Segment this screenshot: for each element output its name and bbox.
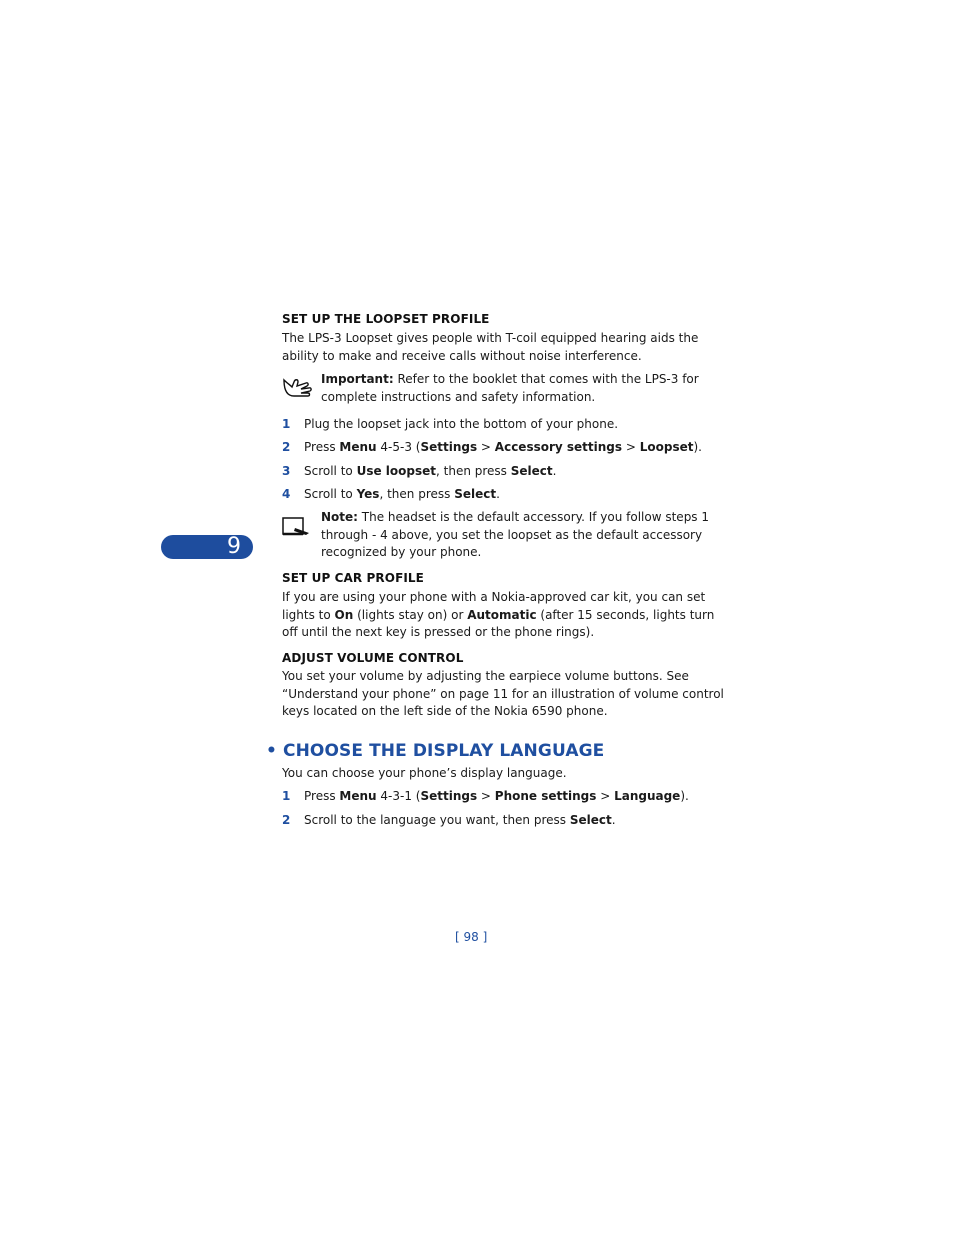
step-number: 2 <box>282 440 291 454</box>
step-text: Press <box>304 440 340 454</box>
step-text: ). <box>680 789 689 803</box>
step-menu-term: Yes <box>356 487 380 501</box>
car-term: On <box>334 607 354 622</box>
car-text: (lights stay on) or <box>353 607 468 622</box>
car-heading: SET UP CAR PROFILE <box>282 571 424 585</box>
note-pad-icon <box>282 516 312 538</box>
list-item <box>282 812 616 830</box>
important-text: Refer to the booklet that comes with the LPS-3 for <box>393 372 699 386</box>
list-item <box>282 416 618 434</box>
step-text: > <box>596 789 615 803</box>
step-menu-term: Settings <box>420 440 478 454</box>
step-text: 4-3-1 ( <box>376 789 421 803</box>
page-number: [ 98 ] <box>455 930 488 944</box>
step-menu-term: Select <box>510 464 553 478</box>
volume-paragraph <box>282 668 724 721</box>
step-text: > <box>477 789 495 803</box>
step-text: Plug the loopset jack into the bottom of your phone. <box>304 417 619 431</box>
volume-text: “Understand your phone” on page 11 for an illustration of volume control <box>282 686 724 701</box>
note-text: The headset is the default accessory. If you follow steps 1 <box>357 510 710 524</box>
step-text: . <box>552 464 557 478</box>
step-number: 4 <box>282 487 291 501</box>
step-menu-term: Language <box>614 789 681 803</box>
step-text: , then press <box>436 464 511 478</box>
car-text: lights to <box>282 607 335 622</box>
step-menu-term: Accessory settings <box>494 440 623 454</box>
note-label: Note: <box>321 510 358 524</box>
chapter-number: 9 <box>227 534 241 559</box>
step-text: Press <box>304 789 340 803</box>
car-term: Automatic <box>467 607 537 622</box>
step-text: Scroll to <box>304 464 357 478</box>
language-intro: You can choose your phone’s display language. <box>282 766 567 780</box>
step-text: , then press <box>379 487 455 501</box>
step-menu-term: Menu <box>339 440 377 454</box>
step-text: . <box>611 813 616 827</box>
note <box>321 509 709 562</box>
step-menu-term: Settings <box>420 789 478 803</box>
loopset-heading: SET UP THE LOOPSET PROFILE <box>282 312 490 326</box>
step-number: 1 <box>282 789 291 803</box>
list-item <box>282 486 500 504</box>
list-item <box>282 463 556 481</box>
volume-text: You set your volume by adjusting the earpiece volume buttons. See <box>282 669 689 683</box>
important-label: Important: <box>321 372 394 386</box>
car-text: (after 15 seconds, lights turn <box>536 607 715 622</box>
step-number: 2 <box>282 813 291 827</box>
language-heading: CHOOSE THE DISPLAY LANGUAGE <box>283 741 605 761</box>
step-number: 3 <box>282 464 291 478</box>
bullet: • <box>266 741 277 761</box>
important-note <box>321 371 699 406</box>
step-text: . <box>496 487 500 501</box>
volume-heading: ADJUST VOLUME CONTROL <box>282 651 464 665</box>
note-text: recognized by your phone. <box>321 545 482 559</box>
note-text: through - 4 above, you set the loopset as the default accessory <box>321 527 703 542</box>
important-text: complete instructions and safety information. <box>321 389 596 404</box>
step-menu-term: Phone settings <box>494 789 597 803</box>
loopset-intro <box>282 330 698 365</box>
step-text: ). <box>693 440 702 454</box>
step-menu-term: Use loopset <box>356 464 436 478</box>
list-item <box>282 788 689 806</box>
list-item <box>282 439 702 457</box>
step-menu-term: Menu <box>339 789 377 803</box>
step-text: Scroll to <box>304 487 357 501</box>
step-text: > <box>622 440 640 454</box>
step-menu-term: Loopset <box>639 440 694 454</box>
car-text: off until the next key is pressed or the phone rings). <box>282 625 595 639</box>
step-text: 4-5-3 ( <box>376 440 421 454</box>
volume-text: keys located on the left side of the Nokia 6590 phone. <box>282 704 608 718</box>
hand-pointer-icon <box>281 376 313 400</box>
chapter-tab <box>161 535 253 559</box>
step-text: Scroll to the language you want, then press <box>304 813 570 827</box>
step-text: > <box>477 440 495 454</box>
car-paragraph <box>282 589 714 642</box>
step-number: 1 <box>282 417 291 431</box>
section-heading <box>266 741 604 761</box>
loopset-intro-line: The LPS-3 Loopset gives people with T-coil equipped hearing aids the <box>282 331 699 345</box>
step-menu-term: Select <box>569 813 612 827</box>
loopset-intro-line: ability to make and receive calls without noise interference. <box>282 348 642 363</box>
step-menu-term: Select <box>454 487 497 501</box>
car-text: If you are using your phone with a Nokia-approved car kit, you can set <box>282 590 706 604</box>
